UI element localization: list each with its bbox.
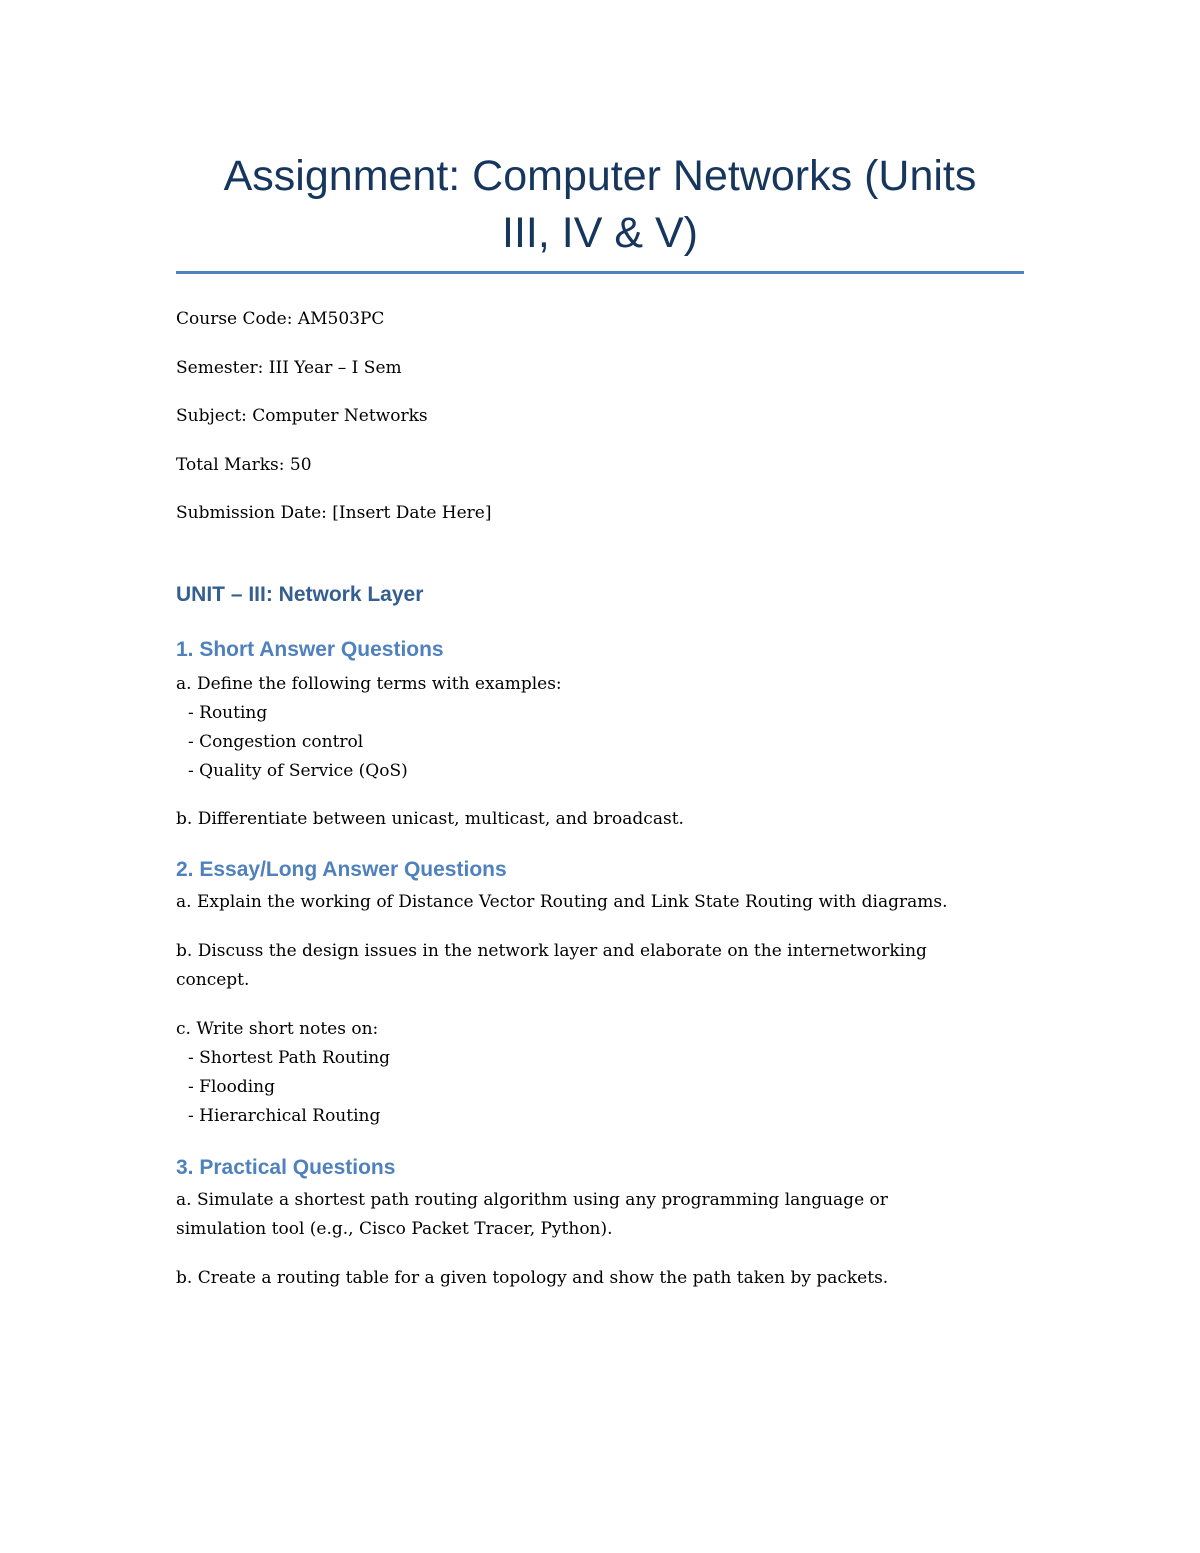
essay-question-a-text: a. Explain the working of Distance Vector Routing and Link State Routing with diagrams. [176, 892, 948, 912]
short-question-a-text: a. Define the following terms with examples: [176, 674, 562, 694]
short-answer-heading: 1. Short Answer Questions [176, 638, 444, 661]
list-item: - Flooding [188, 1077, 276, 1097]
list-item: - Quality of Service (QoS) [188, 761, 408, 781]
practical-questions-heading: 3. Practical Questions [176, 1156, 396, 1179]
list-item: - Hierarchical Routing [188, 1106, 381, 1126]
essay-question-c-text: c. Write short notes on: [176, 1019, 379, 1039]
essay-question-b-line-2: concept. [176, 970, 250, 990]
essay-question-b-line-1: b. Discuss the design issues in the network layer and elaborate on the internetworking [176, 941, 927, 961]
practical-question-a-line-2: simulation tool (e.g., Cisco Packet Tracer, Python). [176, 1219, 613, 1239]
document-title-line-1: Assignment: Computer Networks (Units [223, 152, 977, 200]
short-answer-question-b [176, 805, 1016, 834]
subject-line: Subject: Computer Networks [176, 406, 428, 426]
submission-date-line: Submission Date: [Insert Date Here] [176, 503, 492, 523]
essay-question-a [176, 888, 1016, 917]
document-title [160, 148, 1040, 262]
practical-question-a-line-1: a. Simulate a shortest path routing algorithm using any programming language or [176, 1190, 888, 1210]
list-item: - Shortest Path Routing [188, 1048, 391, 1068]
course-code-line: Course Code: AM503PC [176, 309, 385, 329]
practical-question-b [176, 1264, 1016, 1293]
document-title-line-2: III, IV & V) [502, 209, 698, 257]
list-item: - Routing [188, 703, 268, 723]
short-answer-question-a [176, 670, 1016, 786]
unit-3-heading: UNIT – III: Network Layer [176, 583, 424, 606]
essay-question-b [176, 937, 1016, 995]
semester-line: Semester: III Year – I Sem [176, 358, 402, 378]
essay-question-c [176, 1015, 1016, 1131]
title-underline-rule [176, 271, 1024, 274]
list-item: - Congestion control [188, 732, 364, 752]
essay-questions-heading: 2. Essay/Long Answer Questions [176, 858, 507, 881]
total-marks-line: Total Marks: 50 [176, 455, 312, 475]
short-question-b-text: b. Differentiate between unicast, multicast, and broadcast. [176, 809, 684, 829]
practical-question-b-text: b. Create a routing table for a given topology and show the path taken by packets. [176, 1268, 889, 1288]
practical-question-a [176, 1186, 1016, 1244]
